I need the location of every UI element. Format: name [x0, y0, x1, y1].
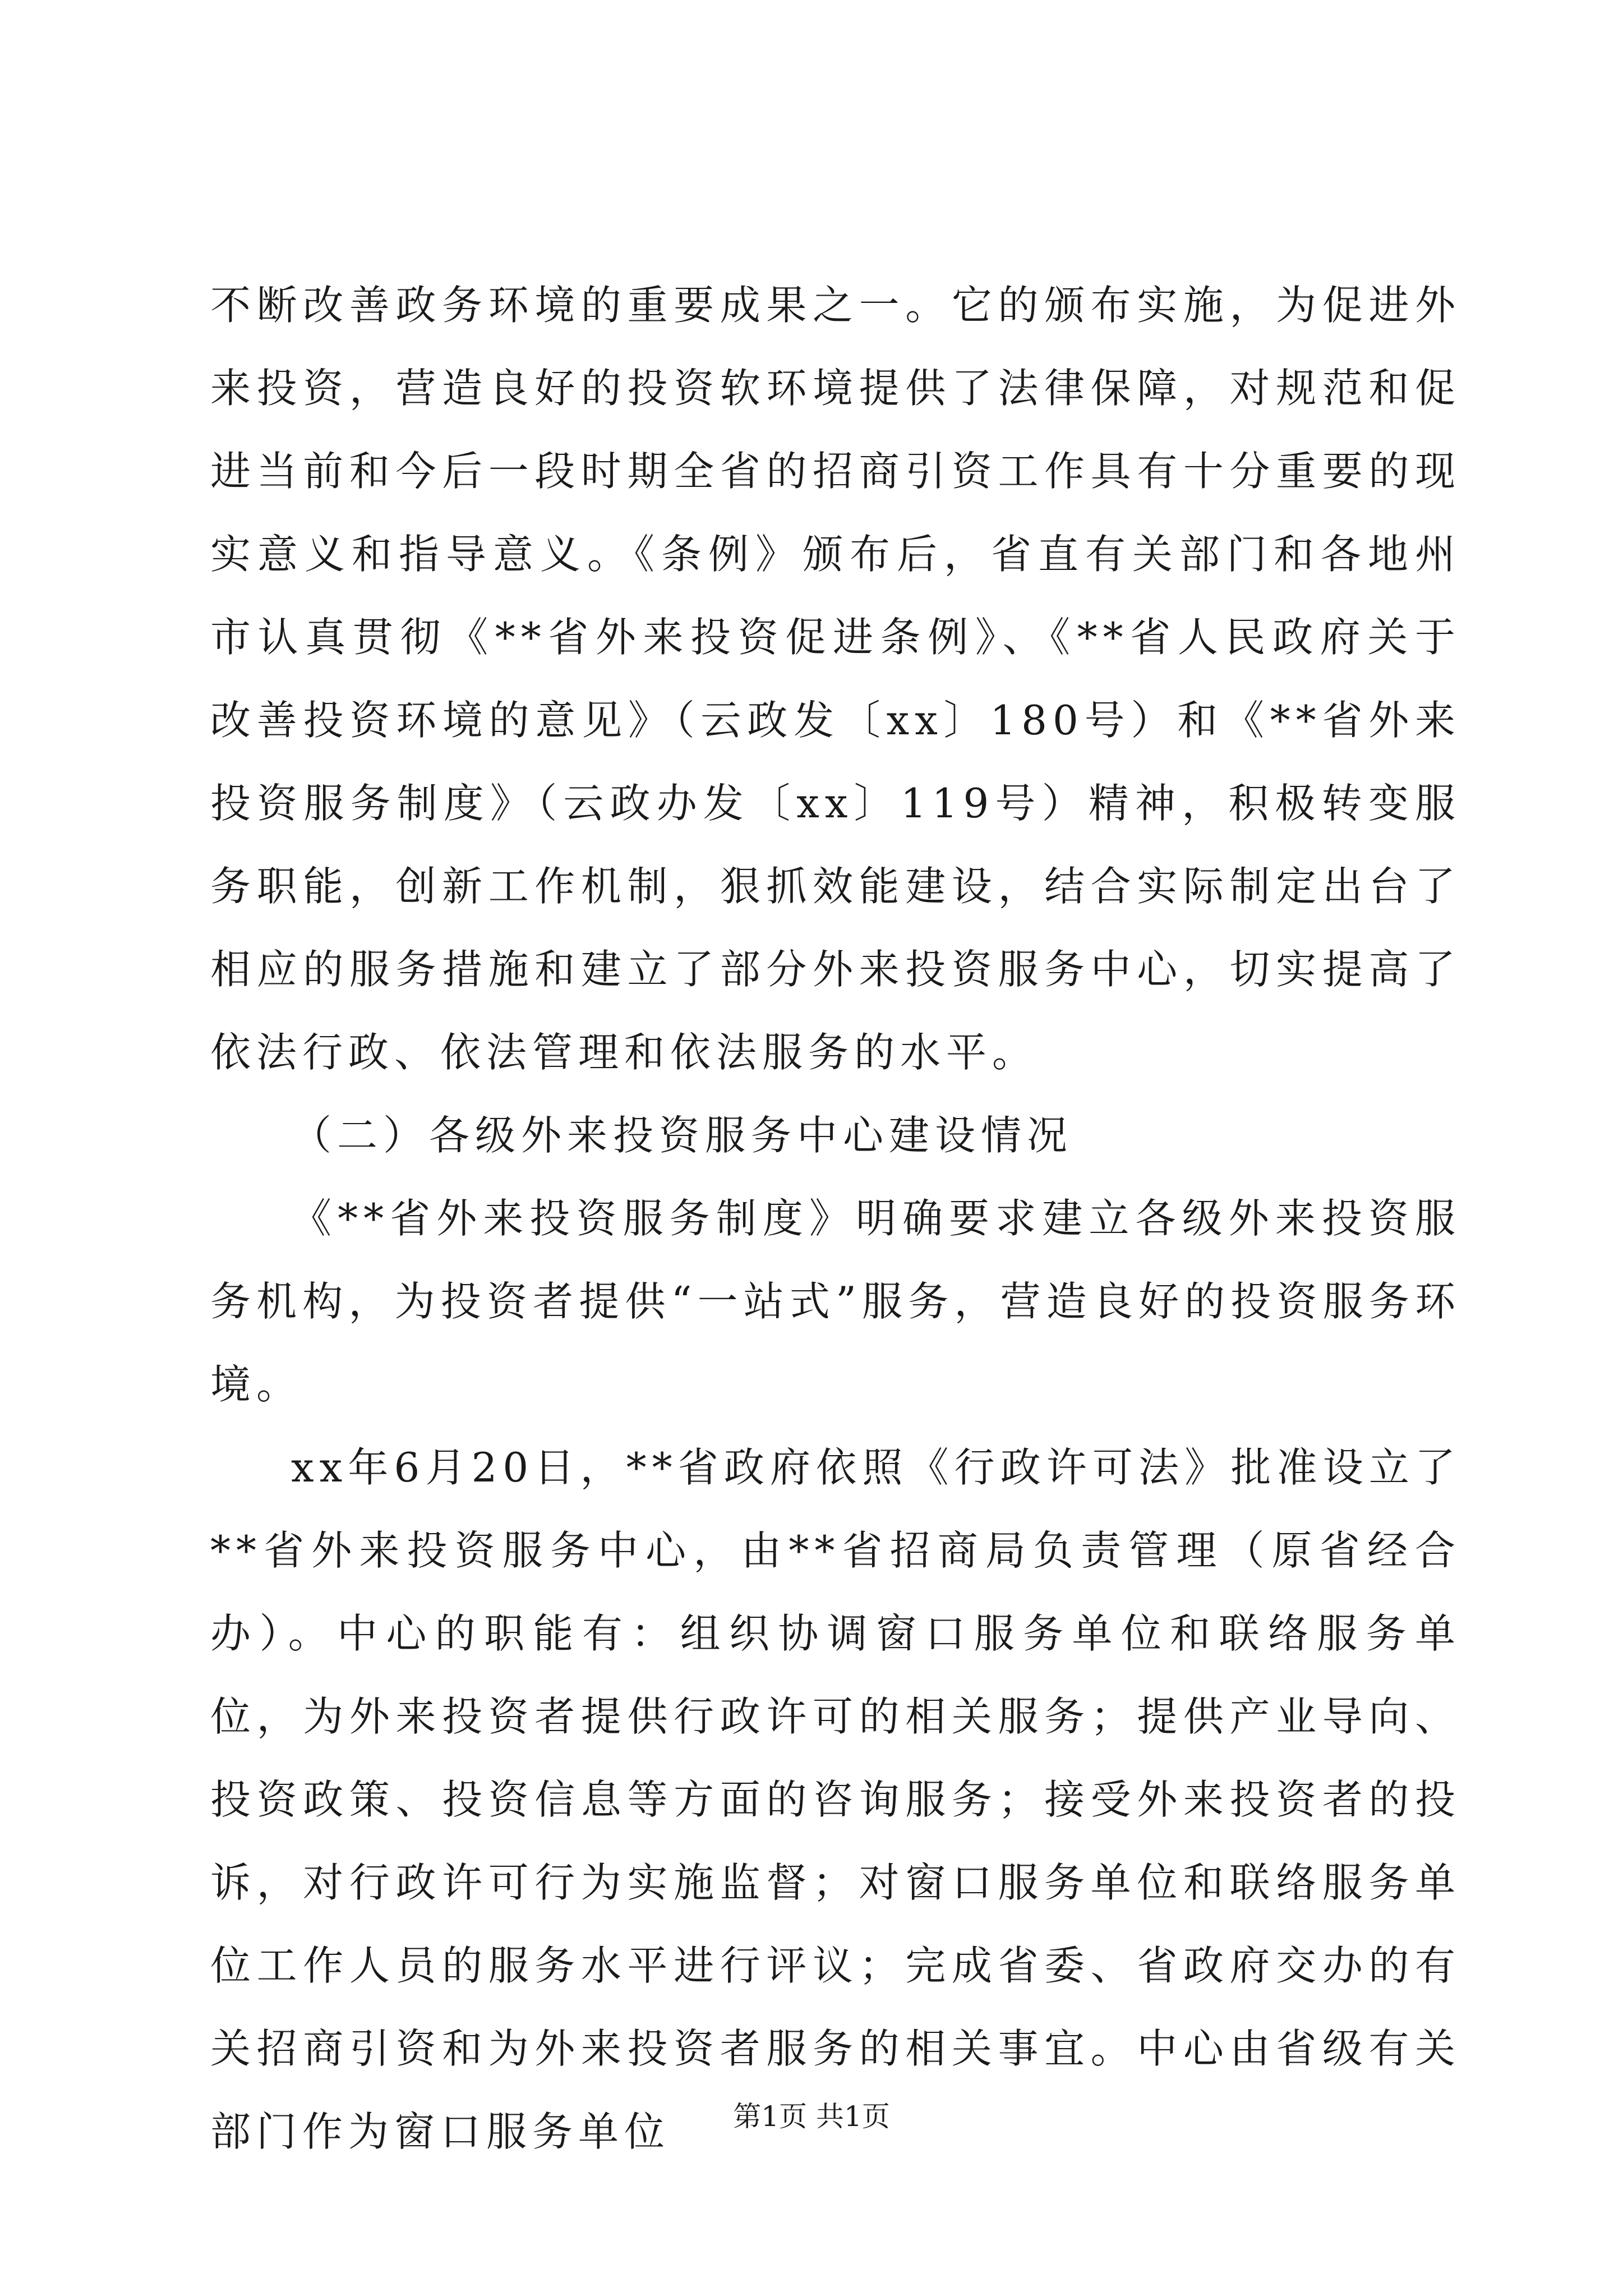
paragraph-continuation: 不断改善政务环境的重要成果之一。它的颁布实施，为促进外来投资，营造良好的投资软环境提供了法律保障，对规范和促进当前和今后一段时期全省的招商引资工作具有十分重要的现实意义和指导意义。《条例》颁布后，省直有关部门和各地州市认真贯彻《**省外来投资促进条例》、《**省人民政府关于改善投资环境的意见》（云政发〔xx〕180号）和《**省外来投资服务制度》（云政办发〔xx〕119号）精神，积极转变服务职能，创新工作机制，狠抓效能建设，结合实际制定出台了相应的服务措施和建立了部分外来投资服务中心，切实提高了依法行政、依法管理和依法服务的水平。	[210, 282, 1461, 1076]
section-heading: （二）各级外来投资服务中心建设情况	[291, 1112, 1073, 1159]
page-footer: 第1页 共1页	[733, 2100, 890, 2133]
paragraph-service-system: 《**省外来投资服务制度》明确要求建立各级外来投资服务机构，为投资者提供“一站式”服务，营造良好的投资服务环境。	[210, 1195, 1461, 1408]
paragraph-service-center: xx年6月20日，**省政府依照《行政许可法》批准设立了**省外来投资服务中心，由**省招商局负责管理（原省经合办）。中心的职能有：组织协调窗口服务单位和联络服务单位，为外来投资者提供行政许可的相关服务；提供产业导向、投资政策、投资信息等方面的咨询服务；接受外来投资者的投诉，对行政许可行为实施监督；对窗口服务单位和联络服务单位工作人员的服务水平进行评议；完成省委、省政府交办的有关招商引资和为外来投资者服务的相关事宜。中心由省级有关部门作为窗口服务单位	[210, 1444, 1461, 2155]
document-body	[210, 264, 1461, 2173]
